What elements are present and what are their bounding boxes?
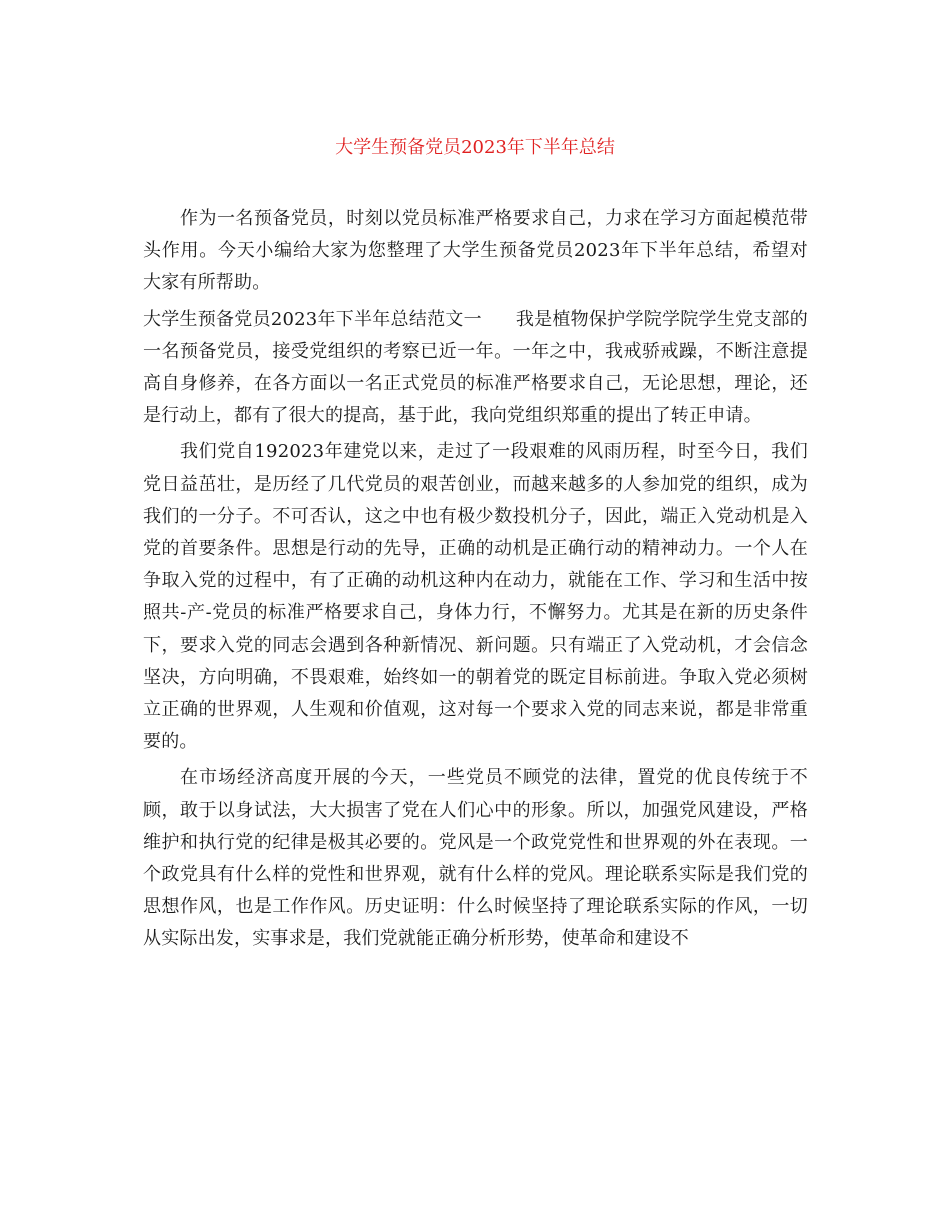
document-title: 大学生预备党员2023年下半年总结 [335, 137, 615, 158]
party-history-paragraph: 我们党自192023年建党以来，走过了一段艰难的风雨历程，时至今日，我们党日益茁壮，是历经了几代党员的艰苦创业，而越来越多的人参加党的组织，成为我们的一分子。不可否认，这之中也有极少数投机分子，因此，端正入党动机是入党的首要条件。思想是行动的先导，正确的动机是正确行动的精神动力。一个人在争取入党的过程中，有了正确的动机这种内在动力，就能在工作、学习和生活中按照共-产-党员的标准严格要求自己，身体力行，不懈努力。尤其是在新的历史条件下，要求入党的同志会遇到各种新情况、新问题。只有端正了入党动机，才会信念坚决，方向明确，不畏艰难，始终如一的朝着党的既定目标前进。争取入党必须树立正确的世界观，人生观和价值观，这对每一个要求入党的同志来说，都是非常重要的。 [143, 441, 808, 753]
sample-one-heading: 大学生预备党员2023年下半年总结范文一 [143, 308, 482, 330]
sample-one-text: 我是植物保护学院学院学生党支部的一名预备党员，接受党组织的考察已近一年。一年之中，我戒骄戒躁，不断注意提高自身修养，在各方面以一名正式党员的标准严格要求自己，无论思想，理论，还是行动上，都有了很大的提高，基于此，我向党组织郑重的提出了转正申请。 [143, 308, 809, 427]
party-style-paragraph: 在市场经济高度开展的今天，一些党员不顾党的法律，置党的优良传统于不顾，敢于以身试法，大大损害了党在人们心中的形象。所以，加强党风建设，严格维护和执行党的纪律是极其必要的。党风是一个政党党性和世界观的外在表现。一个政党具有什么样的党性和世界观，就有什么样的党风。理论联系实际是我们党的思想作风，也是工作作风。历史证明：什么时候坚持了理论联系实际的作风，一切从实际出发，实事求是，我们党就能正确分析形势，使革命和建设不 [143, 767, 808, 950]
sample-one-paragraph [143, 304, 808, 433]
document-body [143, 203, 808, 960]
intro-paragraph: 作为一名预备党员，时刻以党员标准严格要求自己，力求在学习方面起模范带头作用。今天小编给大家为您整理了大学生预备党员2023年下半年总结，希望对大家有所帮助。 [143, 208, 808, 294]
